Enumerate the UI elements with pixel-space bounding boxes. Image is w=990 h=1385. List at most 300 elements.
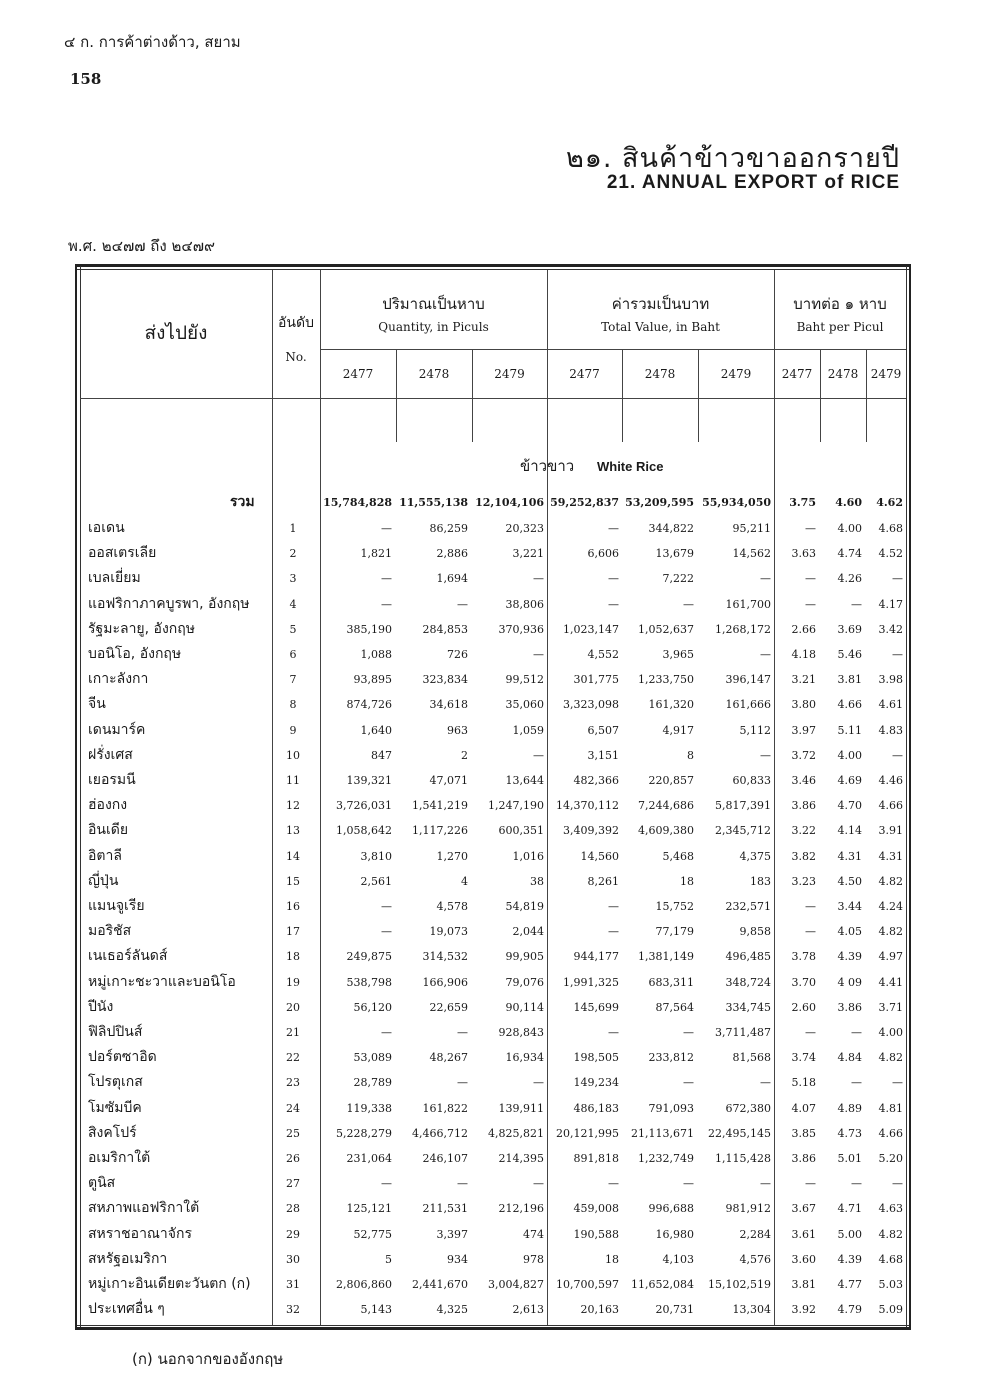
value-cell: 119,338 [346, 1101, 392, 1115]
value-cell: 4,466,712 [412, 1126, 468, 1140]
value-cell: 5.01 [837, 1152, 862, 1165]
value-cell: 891,818 [573, 1152, 619, 1165]
table-row [80, 642, 906, 667]
value-cell: 3,397 [436, 1227, 468, 1241]
value-cell: — [457, 1076, 468, 1090]
destination-name: อเมริกาใต้ [88, 1150, 151, 1166]
header-year: 2479 [870, 367, 902, 381]
value-cell: 1,247,190 [488, 799, 544, 813]
value-cell: 4.84 [837, 1051, 862, 1065]
value-cell: — [805, 572, 816, 586]
destination-name: ตูนิส [88, 1175, 116, 1192]
value-cell: 5 [385, 1252, 392, 1266]
value-cell: 55,934,050 [702, 496, 771, 509]
value-cell: — [533, 748, 544, 762]
row-number: 6 [289, 648, 297, 661]
value-cell: — [805, 900, 816, 913]
value-cell: 6,606 [587, 547, 619, 561]
value-cell: — [533, 572, 544, 586]
value-cell: 7,244,686 [638, 799, 694, 813]
value-cell: 1,052,637 [638, 622, 694, 636]
value-cell: 3.78 [791, 950, 816, 964]
value-cell: 3.71 [878, 1000, 903, 1014]
destination-name: แอฟริกาภาคบูรพา, อังกฤษ [88, 595, 250, 612]
value-cell: — [851, 1177, 862, 1191]
header-value-thai: ค่ารวมเป็นบาท [611, 295, 710, 313]
row-number: 14 [286, 849, 300, 863]
value-cell: 3.86 [791, 1152, 816, 1165]
value-cell: 139,911 [498, 1101, 544, 1115]
section-title-thai: ข้าวขาว [520, 457, 575, 475]
value-cell: 15,752 [655, 900, 694, 913]
value-cell: — [381, 900, 392, 913]
value-cell: 93,895 [353, 673, 392, 687]
value-cell: 2,345,712 [715, 824, 771, 838]
value-cell: — [381, 522, 392, 535]
row-number: 13 [286, 824, 300, 838]
value-cell: 5.20 [878, 1152, 903, 1165]
value-cell: 3,810 [360, 849, 392, 863]
value-cell: — [805, 925, 816, 939]
header-divider [80, 398, 906, 399]
value-cell: 13,304 [732, 1303, 771, 1317]
header-year: 2478 [418, 367, 450, 381]
value-cell: — [805, 1026, 816, 1039]
table-row [80, 944, 906, 969]
value-cell: 28,789 [353, 1076, 392, 1090]
row-number: 11 [286, 774, 300, 787]
row-number: 25 [286, 1126, 300, 1140]
row-number: 2 [289, 547, 297, 561]
value-cell: 3.74 [791, 1051, 816, 1065]
table-row [80, 718, 906, 743]
value-cell: 99,905 [505, 950, 544, 964]
value-cell: 3.60 [791, 1252, 816, 1266]
destination-name: โมซัมบีค [88, 1099, 142, 1116]
destination-name: ปอร์ตซาอิด [88, 1049, 157, 1066]
table-row [80, 516, 906, 541]
value-cell: — [683, 1076, 694, 1090]
value-cell: 3.80 [791, 698, 816, 712]
row-number: 32 [286, 1303, 300, 1317]
value-cell: 3.70 [791, 975, 816, 989]
destination-name: ปีนัง [88, 998, 114, 1015]
value-cell: — [851, 1076, 862, 1090]
value-cell: — [892, 1076, 903, 1090]
value-cell: 56,120 [353, 1000, 392, 1014]
value-cell: — [760, 572, 771, 586]
value-cell: 9,858 [739, 925, 771, 939]
value-cell: 3.67 [791, 1202, 816, 1216]
value-cell: 35,060 [505, 698, 544, 712]
value-cell: 4.46 [878, 774, 903, 787]
row-number: 8 [289, 698, 297, 712]
value-cell: — [381, 1177, 392, 1191]
table-row [80, 1070, 906, 1095]
destination-name: เดนมาร์ค [88, 721, 146, 738]
table-row [80, 1222, 906, 1247]
value-cell: — [381, 597, 392, 611]
value-cell: — [851, 597, 862, 611]
value-cell: 161,666 [725, 698, 771, 712]
row-number: 30 [286, 1252, 300, 1266]
value-cell: — [608, 597, 619, 611]
column-divider [820, 350, 821, 442]
value-cell: 3,221 [512, 547, 544, 561]
value-cell: 3,711,487 [715, 1026, 771, 1039]
value-cell: — [892, 748, 903, 762]
row-number: 3 [289, 572, 297, 586]
value-cell: 47,071 [429, 774, 468, 787]
header-year: 2478 [644, 367, 676, 381]
row-number: 23 [286, 1076, 300, 1090]
destination-name: อินเดีย [88, 822, 129, 839]
destination-name: ออสเตรเลีย [88, 545, 157, 562]
value-cell: 231,064 [346, 1152, 392, 1165]
value-cell: 4.61 [878, 698, 903, 712]
value-cell: 2.66 [791, 622, 816, 636]
value-cell: 4.26 [837, 572, 862, 586]
value-cell: 5.00 [837, 1227, 862, 1241]
value-cell: 978 [523, 1252, 544, 1266]
value-cell: 52,775 [353, 1227, 392, 1241]
value-cell: 3.86 [791, 799, 816, 813]
value-cell: 161,700 [725, 597, 771, 611]
row-number: 21 [286, 1026, 300, 1039]
value-cell: 3,151 [587, 748, 619, 762]
value-cell: 4.31 [837, 849, 862, 863]
value-cell: 486,183 [573, 1101, 619, 1115]
table-title-english: 21. ANNUAL EXPORT of RICE [606, 172, 900, 193]
value-cell: 4.41 [878, 975, 903, 989]
value-cell: 38 [530, 874, 544, 888]
table-row [80, 1096, 906, 1121]
row-number: 31 [286, 1278, 300, 1291]
value-cell: 3.72 [791, 748, 816, 762]
destination-name: เนเธอร์ลันดส์ [88, 948, 168, 965]
value-cell: 4,576 [739, 1252, 771, 1266]
value-cell: 385,190 [346, 622, 392, 636]
value-cell: 4.68 [878, 522, 903, 535]
value-cell: 4.79 [837, 1303, 862, 1317]
table-row [80, 995, 906, 1020]
table-row [80, 818, 906, 843]
total-row [80, 490, 906, 515]
value-cell: 4.39 [837, 950, 862, 964]
value-cell: 1,694 [436, 572, 468, 586]
value-cell: 54,819 [505, 900, 544, 913]
value-cell: 348,724 [725, 975, 771, 989]
value-cell: 1,991,325 [563, 975, 619, 989]
value-cell: 19,073 [429, 925, 468, 939]
value-cell: — [760, 1076, 771, 1090]
destination-name: บอนิโอ, อังกฤษ [88, 646, 182, 662]
value-cell: 161,822 [422, 1101, 468, 1115]
destination-name: มอริชัส [88, 923, 132, 940]
value-cell: 1,640 [360, 723, 392, 737]
value-cell: 1,058,642 [336, 824, 392, 838]
row-number: 9 [289, 723, 297, 737]
value-cell: 249,875 [346, 950, 392, 964]
value-cell: 847 [371, 748, 392, 762]
value-cell: 396,147 [725, 673, 771, 687]
value-cell: 4.74 [837, 547, 862, 561]
table-row [80, 1297, 906, 1322]
value-cell: — [760, 648, 771, 661]
value-cell: 77,179 [655, 925, 694, 939]
value-cell: 3.46 [791, 774, 816, 787]
value-cell: 7,222 [662, 572, 694, 586]
value-cell: 3,409,392 [563, 824, 619, 838]
value-cell: 301,775 [573, 673, 619, 687]
value-cell: — [457, 1177, 468, 1191]
destination-name: แมนจูเรีย [88, 898, 145, 914]
table-row [80, 667, 906, 692]
value-cell: 5.18 [791, 1076, 816, 1090]
value-cell: 20,121,995 [556, 1126, 619, 1140]
value-cell: 4.97 [878, 950, 903, 964]
value-cell: 53,089 [353, 1051, 392, 1065]
header-value-english: Total Value, in Baht [601, 320, 720, 334]
value-cell: 5.46 [837, 648, 862, 661]
value-cell: 14,560 [580, 849, 619, 863]
row-number: 29 [286, 1227, 300, 1241]
value-cell: 53,209,595 [625, 496, 694, 509]
value-cell: 459,008 [573, 1202, 619, 1216]
value-cell: 4.70 [837, 799, 862, 813]
value-cell: 3.69 [837, 622, 862, 636]
value-cell: 4,578 [436, 900, 468, 913]
header-destination: ส่งไปยัง [144, 322, 208, 344]
value-cell: 981,912 [725, 1202, 771, 1216]
value-cell: 4,552 [587, 648, 619, 661]
destination-name: โปรตุเกส [88, 1074, 143, 1091]
destination-name: สหภาพแอฟริกาใต้ [88, 1200, 200, 1217]
value-cell: — [457, 1026, 468, 1039]
value-cell: 4,917 [662, 723, 694, 737]
table-title-thai: ๒๑. สินค้าข้าวขาออกรายปี [565, 143, 900, 174]
table-row [80, 1146, 906, 1171]
value-cell: 4,325 [436, 1303, 468, 1317]
destination-name: หมู่เกาะอินเดียตะวันตก (ก) [88, 1276, 251, 1292]
header-quantity-english: Quantity, in Piculs [378, 320, 489, 334]
value-cell: 4.50 [837, 874, 862, 888]
table-row [80, 1121, 906, 1146]
header-year: 2477 [781, 367, 813, 381]
row-number: 4 [289, 597, 297, 611]
value-cell: 1,115,428 [715, 1152, 771, 1165]
header-year: 2477 [569, 367, 600, 381]
value-cell: 5,112 [739, 723, 771, 737]
value-cell: 4.39 [837, 1252, 862, 1266]
value-cell: 11,652,084 [631, 1278, 694, 1291]
value-cell: 149,234 [573, 1076, 619, 1090]
destination-name: ฝรั่งเศส [88, 746, 133, 763]
value-cell: 5.11 [837, 723, 862, 737]
value-cell: 474 [523, 1227, 544, 1241]
value-cell: 16,980 [655, 1227, 694, 1241]
value-cell: 2,284 [739, 1227, 771, 1241]
table-row [80, 1171, 906, 1196]
value-cell: 16,934 [505, 1051, 544, 1065]
value-cell: 3.81 [791, 1278, 816, 1291]
value-cell: — [683, 1177, 694, 1191]
value-cell: 1,232,749 [638, 1152, 694, 1165]
value-cell: — [683, 1026, 694, 1039]
value-cell: 4.89 [837, 1101, 862, 1115]
destination-name: หมู่เกาะชะวาและบอนิโอ [88, 973, 236, 990]
table-row [80, 844, 906, 869]
value-cell: 5,143 [360, 1303, 392, 1317]
value-cell: 13,679 [655, 547, 694, 561]
value-cell: 3.91 [878, 824, 903, 838]
value-cell: 3.75 [789, 496, 816, 509]
row-number: 28 [286, 1202, 300, 1216]
value-cell: 6,507 [587, 723, 619, 737]
value-cell: 1,821 [360, 547, 392, 561]
value-cell: 4.00 [837, 522, 862, 535]
value-cell: 3.42 [878, 622, 903, 636]
destination-name: เบลเยี่ยม [88, 570, 141, 587]
value-cell: 3.97 [791, 723, 816, 737]
value-cell: 672,380 [725, 1101, 771, 1115]
table-row [80, 1020, 906, 1045]
table-row [80, 894, 906, 919]
table-row [80, 1196, 906, 1221]
value-cell: 2.60 [791, 1000, 816, 1014]
value-cell: 18 [605, 1252, 619, 1266]
value-cell: 4.00 [878, 1026, 903, 1039]
header-year: 2477 [342, 367, 374, 381]
value-cell: 4.14 [837, 824, 862, 838]
value-cell: 4.83 [878, 723, 903, 737]
row-number: 27 [286, 1177, 300, 1191]
table-row [80, 768, 906, 793]
value-cell: 4.17 [878, 597, 903, 611]
value-cell: 4.62 [876, 496, 903, 509]
value-cell: — [381, 1026, 392, 1039]
destination-name: เกาะลังกา [88, 671, 149, 688]
value-cell: 211,531 [422, 1202, 468, 1216]
value-cell: — [805, 1177, 816, 1191]
destination-name: สหราชอาณาจักร [88, 1225, 192, 1242]
value-cell: 3.61 [791, 1227, 816, 1241]
value-cell: — [851, 1026, 862, 1039]
value-cell: 1,023,147 [563, 622, 619, 636]
value-cell: 344,822 [648, 522, 694, 535]
destination-name: สิงคโปร์ [88, 1124, 137, 1141]
table-row [80, 541, 906, 566]
value-cell: 87,564 [655, 1000, 694, 1014]
header-price-english: Baht per Picul [796, 320, 884, 334]
value-cell: 4,103 [662, 1252, 694, 1266]
value-cell: — [533, 648, 544, 661]
column-divider [622, 350, 623, 442]
value-cell: — [608, 522, 619, 535]
value-cell: 4.00 [837, 748, 862, 762]
value-cell: — [608, 900, 619, 913]
value-cell: 4.82 [878, 874, 903, 888]
row-number: 17 [286, 925, 300, 939]
destination-name: รัฐมะลายู, อังกฤษ [88, 620, 195, 637]
value-cell: 2,886 [436, 547, 468, 561]
value-cell: 963 [447, 723, 468, 737]
header-year: 2479 [720, 367, 752, 381]
value-cell: 4,375 [739, 849, 771, 863]
value-cell: — [457, 597, 468, 611]
value-cell: — [381, 572, 392, 586]
value-cell: 20,163 [580, 1303, 619, 1317]
value-cell: — [892, 648, 903, 661]
value-cell: 233,812 [648, 1051, 694, 1065]
destination-name: เยอรมนี [88, 772, 136, 788]
row-number: 1 [289, 522, 297, 535]
row-number: 22 [286, 1051, 300, 1065]
table-row [80, 692, 906, 717]
value-cell: 10,700,597 [556, 1278, 619, 1291]
header-price-thai: บาทต่อ ๑ หาบ [793, 295, 887, 313]
value-cell: 21,113,671 [631, 1126, 694, 1140]
value-cell: 4.66 [878, 799, 903, 813]
value-cell: 5,468 [662, 849, 694, 863]
value-cell: 48,267 [429, 1051, 468, 1065]
value-cell: 4.07 [791, 1101, 816, 1115]
table-inner-border [77, 1325, 909, 1326]
table-row [80, 1272, 906, 1297]
value-cell: 95,211 [732, 522, 771, 535]
column-divider [396, 350, 397, 442]
value-cell: — [892, 572, 903, 586]
value-cell: 4.77 [837, 1278, 862, 1291]
table-row [80, 743, 906, 768]
value-cell: 3.81 [837, 673, 862, 687]
table-row [80, 793, 906, 818]
value-cell: — [533, 1076, 544, 1090]
value-cell: — [683, 597, 694, 611]
footnote: (ก) นอกจากของอังกฤษ [132, 1350, 284, 1368]
value-cell: 334,745 [725, 1000, 771, 1014]
header-quantity-thai: ปริมาณเป็นหาบ [382, 295, 485, 313]
value-cell: 166,906 [422, 975, 468, 989]
value-cell: 38,806 [505, 597, 544, 611]
value-cell: 4.82 [878, 1227, 903, 1241]
value-cell: 1,016 [512, 849, 544, 863]
value-cell: 3.82 [791, 849, 816, 863]
page-number: 158 [70, 70, 102, 88]
value-cell: 4.73 [837, 1126, 862, 1140]
row-number: 18 [286, 950, 300, 964]
value-cell: 4.68 [878, 1252, 903, 1266]
value-cell: 4.18 [791, 648, 816, 661]
value-cell: 4.69 [837, 774, 862, 787]
row-number: 19 [286, 975, 300, 989]
value-cell: 284,853 [422, 622, 468, 636]
value-cell: 3.22 [791, 824, 816, 838]
row-number: 20 [286, 1000, 300, 1014]
value-cell: — [608, 1026, 619, 1039]
destination-name: อิตาลี [88, 847, 122, 864]
destination-name: ญี่ปุ่น [88, 872, 119, 889]
value-cell: — [805, 597, 816, 611]
value-cell: — [608, 1177, 619, 1191]
value-cell: 1,541,219 [412, 799, 468, 813]
value-cell: 3.23 [791, 874, 816, 888]
value-cell: 161,320 [648, 698, 694, 712]
row-number: 10 [286, 748, 300, 762]
value-cell: 18 [680, 874, 694, 888]
value-cell: 34,618 [429, 698, 468, 712]
value-cell: — [892, 1177, 903, 1191]
